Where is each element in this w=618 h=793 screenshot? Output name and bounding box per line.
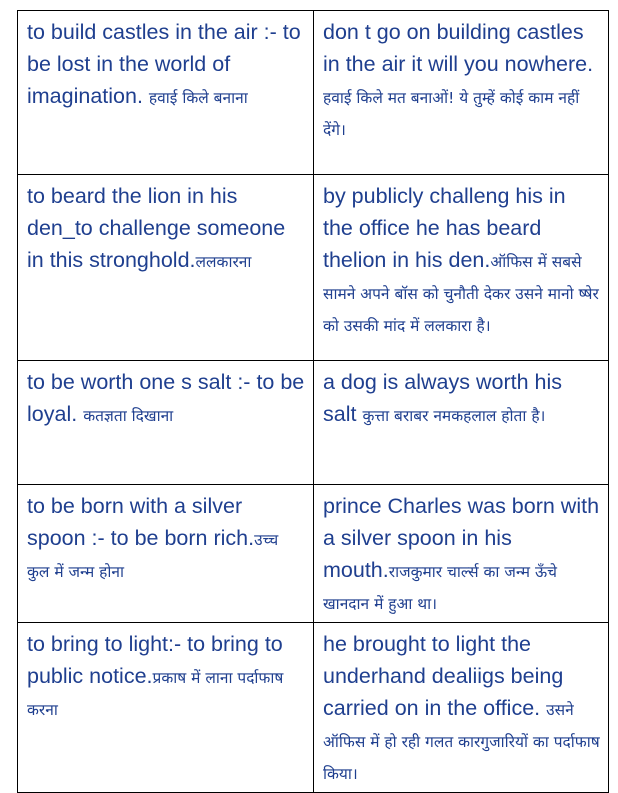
example-cell xyxy=(314,361,609,485)
example-text: he brought to light the underhand dealiigs being carried on in the office. xyxy=(323,632,564,720)
example-hindi-text: ऑफिस में सबसे सामने अपने बॉस को चुनौती देकर उसने मानो ष्षेर को उसकी मांद में ललकारा है। xyxy=(323,253,599,335)
example-cell xyxy=(314,485,609,623)
table-row xyxy=(18,175,609,361)
idiom-cell xyxy=(18,11,314,175)
idiom-hindi-text: कतज्ञता दिखाना xyxy=(83,407,174,425)
idiom-text: to be born with a silver spoon :- to be born rich. xyxy=(27,494,255,550)
example-text: a dog is always worth his salt xyxy=(323,370,562,426)
table-row xyxy=(18,11,609,175)
idiom-text: to beard the lion in his den_to challenge someone in this stronghold. xyxy=(27,184,286,272)
idiom-cell xyxy=(18,623,314,793)
example-text: don t go on building castles in the air it will you nowhere. xyxy=(323,20,594,76)
example-cell xyxy=(314,11,609,175)
example-text: by publicly challeng his in the office he has beard thelion in his den. xyxy=(323,184,566,272)
idioms-table xyxy=(17,10,609,793)
table-row xyxy=(18,623,609,793)
idiom-hindi-text: ललकारना xyxy=(195,253,252,271)
idiom-hindi-text: प्रकाष में लाना पर्दाफाष करना xyxy=(27,669,284,719)
example-cell xyxy=(314,175,609,361)
idiom-hindi-text: हवाई किले बनाना xyxy=(148,89,248,107)
idiom-cell xyxy=(18,175,314,361)
example-hindi-text: हवाई किले मत बनाओं! ये तुम्हें कोई काम नहीं देंगे। xyxy=(323,89,580,139)
idiom-cell xyxy=(18,361,314,485)
idiom-text: to bring to light:- to bring to public notice. xyxy=(27,632,283,688)
example-hindi-text: उसने ऑफिस में हो रही गलत कारगुजारियों का पर्दाफाष किया। xyxy=(323,701,600,783)
example-cell xyxy=(314,623,609,793)
idiom-text: to be worth one s salt :- to be loyal. xyxy=(27,370,305,426)
example-hindi-text: राजकुमार चार्ल्स का जन्म ऊँचे खानदान में हुआ था। xyxy=(323,563,557,613)
idiom-hindi-text: उच्च कुल में जन्म होना xyxy=(27,531,279,581)
idiom-cell xyxy=(18,485,314,623)
idiom-text: to build castles in the air :- to be lost in the world of imagination. xyxy=(27,20,301,108)
example-hindi-text: कुत्ता बराबर नमकहलाल होता है। xyxy=(362,407,546,425)
table-row xyxy=(18,485,609,623)
table-row xyxy=(18,361,609,485)
example-text: prince Charles was born with a silver spoon in his mouth. xyxy=(323,494,600,582)
